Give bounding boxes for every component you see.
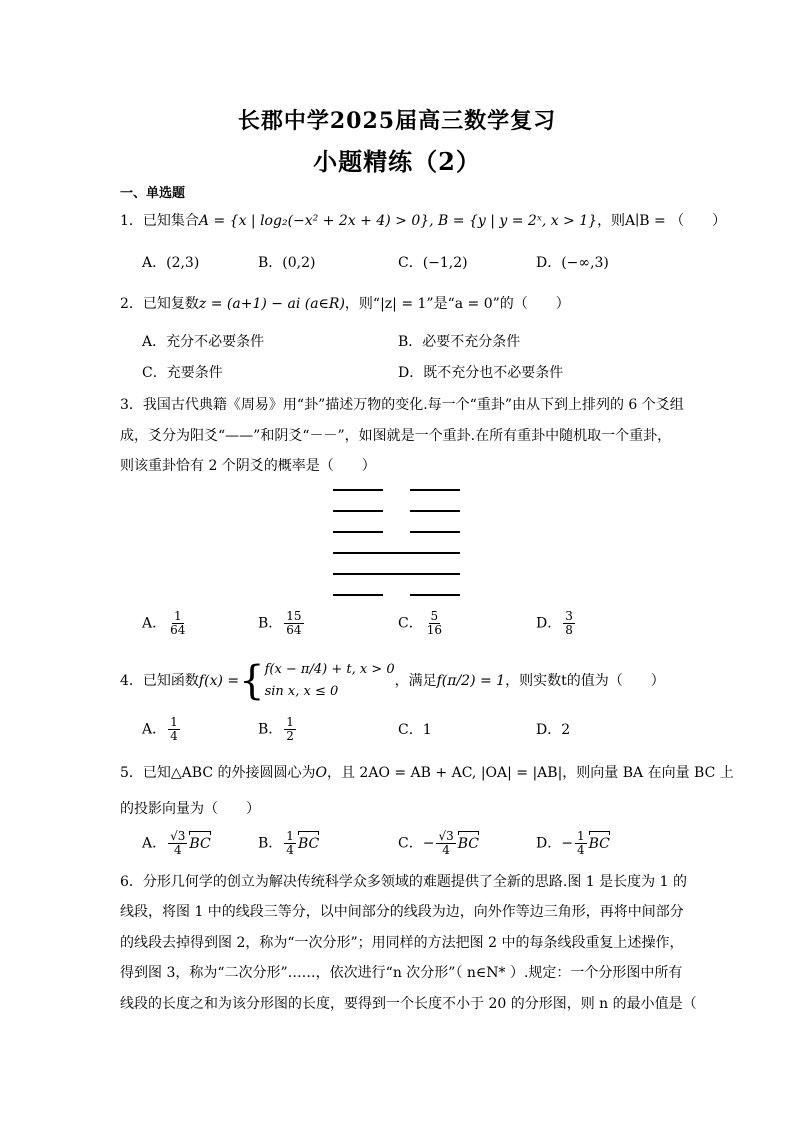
q6-line-4: 得到图 3，称为“二次分形”……，依次进行“n 次分形”（ n∈N* ）.规定：一个分形图中所有 bbox=[120, 965, 683, 981]
q4-option-b-fraction bbox=[284, 716, 296, 743]
q1-option-a: A．(2,3) bbox=[142, 255, 200, 271]
q3-option-b bbox=[258, 610, 306, 637]
q5-center-o: O bbox=[315, 765, 327, 781]
q1-suffix: ，则A∣B = （ ） bbox=[597, 213, 727, 229]
q3-option-c-label: C． bbox=[398, 615, 423, 632]
q4-option-b-label: B． bbox=[258, 721, 283, 738]
q6-line-1: 6．分形几何学的创立为解决传统科学众多领域的难题提供了全新的思路.图 1 是长度为 1 的 bbox=[120, 874, 687, 890]
q3-option-d-num: 3 bbox=[565, 609, 573, 623]
q6-line-5: 线段的长度之和为该分形图的长度，要得到一个长度不小于 20 的分形图，则 n 的最小值是（ bbox=[120, 996, 697, 1012]
q5-option-c-den: 4 bbox=[442, 843, 450, 857]
q3-option-d-label: D． bbox=[536, 615, 562, 632]
yin-line-segment bbox=[410, 531, 460, 533]
q4-option-c bbox=[398, 720, 432, 740]
yin-line-segment bbox=[333, 594, 383, 596]
q5-option-b bbox=[258, 830, 319, 857]
q5-option-b-vector: BC bbox=[297, 835, 320, 852]
q4-case-1: f(x − π/4) + t, x > 0 bbox=[264, 662, 395, 677]
question-1 bbox=[120, 211, 726, 231]
q3-option-c-fraction bbox=[425, 610, 444, 637]
q4-option-d bbox=[536, 720, 570, 740]
section-heading: 一、单选题 bbox=[120, 186, 186, 201]
q2-text1: 2．已知复数 bbox=[120, 296, 199, 312]
q2-option-b: B．必要不充分条件 bbox=[398, 334, 521, 350]
question-2 bbox=[120, 294, 570, 314]
q3-option-d bbox=[536, 610, 577, 637]
q5-option-c-fraction bbox=[436, 830, 455, 857]
q2-option-d: D．既不充分也不必要条件 bbox=[398, 365, 564, 381]
q5-option-a-vector: BC bbox=[189, 835, 211, 852]
q3-option-a-label: A． bbox=[142, 615, 167, 632]
q5-option-d-den: 4 bbox=[576, 843, 585, 857]
yin-line-segment bbox=[410, 510, 460, 512]
q5-option-a-fraction bbox=[168, 830, 187, 857]
q4-option-d-value: 2 bbox=[561, 722, 571, 738]
q4-piecewise bbox=[265, 659, 395, 703]
q4-suffix: ，则实数t的值为（ ） bbox=[505, 673, 665, 689]
q4-option-c-label: C． bbox=[398, 722, 423, 738]
q5-option-a-den: 4 bbox=[173, 843, 182, 857]
q3-option-c-den: 16 bbox=[426, 623, 442, 637]
q5-option-d-vector: BC bbox=[588, 835, 610, 852]
yin-line-segment bbox=[333, 531, 383, 533]
q3-option-a-num: 1 bbox=[173, 609, 182, 623]
yin-line-segment bbox=[410, 594, 460, 596]
q4-option-a bbox=[142, 716, 182, 743]
q3-line-2: 成，爻分为阳爻“——”和阴爻“－－”，如图就是一个重卦.在所有重卦中随机取一个重卦， bbox=[120, 428, 672, 444]
q4-mid: ，满足 bbox=[394, 673, 437, 689]
q4-option-a-fraction bbox=[168, 716, 180, 743]
q5-option-b-den: 4 bbox=[286, 843, 294, 857]
q5-option-d-num: 1 bbox=[576, 829, 585, 843]
q3-option-b-fraction bbox=[284, 610, 303, 637]
document-title: 长郡中学2025届高三数学复习 bbox=[237, 108, 557, 134]
q1-prefix: 1．已知集合 bbox=[120, 213, 199, 229]
q5-line-2: 的投影向量为（ ） bbox=[120, 801, 260, 817]
q3-option-c bbox=[398, 610, 446, 637]
q4-option-b-num: 1 bbox=[286, 715, 294, 729]
q3-option-a-fraction bbox=[168, 610, 187, 637]
q5-option-c bbox=[398, 830, 479, 857]
q4-prefix: 4．已知函数 bbox=[120, 673, 199, 689]
yin-line-segment bbox=[410, 489, 460, 491]
q4-option-a-den: 4 bbox=[170, 729, 178, 743]
q1-option-d: D．(−∞,3) bbox=[536, 255, 609, 271]
q3-line-1: 3．我国古代典籍《周易》用“卦”描述万物的变化.每一个“重卦”由从下到上排列的 6 个爻组 bbox=[120, 397, 684, 413]
q4-option-a-num: 1 bbox=[170, 715, 178, 729]
q3-option-a bbox=[142, 610, 189, 637]
question-5 bbox=[120, 763, 734, 783]
q3-option-d-fraction bbox=[563, 610, 575, 637]
q3-option-b-den: 64 bbox=[286, 623, 302, 637]
q4-case-2: sin x, x ≤ 0 bbox=[264, 684, 339, 699]
q4-brace: { bbox=[239, 658, 265, 704]
q5-line1-a: 5．已知△ABC 的外接圆圆心为 bbox=[120, 765, 316, 781]
yang-line bbox=[333, 552, 460, 554]
q1-option-b: B．(0,2) bbox=[258, 255, 316, 271]
q6-line-3: 的线段去掉得到图 2，称为“一次分形”；用同样的方法把图 2 中的每条线段重复上述操作， bbox=[120, 935, 684, 951]
q5-option-b-fraction bbox=[284, 830, 296, 857]
q5-option-d-label: D．− bbox=[536, 835, 573, 852]
q4-option-a-label: A． bbox=[142, 721, 167, 738]
yin-line-segment bbox=[333, 510, 383, 512]
q3-option-d-den: 8 bbox=[565, 623, 573, 637]
q5-option-a bbox=[142, 830, 211, 857]
q5-option-a-label: A． bbox=[142, 835, 167, 852]
q2-text2: ，则“|z| = 1”是“a = 0”的（ ） bbox=[344, 296, 570, 312]
q4-option-d-label: D． bbox=[536, 722, 562, 738]
q1-option-c: C．(−1,2) bbox=[398, 255, 468, 271]
q3-option-b-num: 15 bbox=[286, 609, 302, 623]
q4-option-b-den: 2 bbox=[286, 729, 294, 743]
q3-option-b-label: B． bbox=[258, 615, 283, 632]
yang-line bbox=[333, 573, 460, 575]
q3-line-3: 则该重卦恰有 2 个阴爻的概率是（ ） bbox=[120, 458, 376, 474]
q4-condition: f(π/2) = 1 bbox=[436, 673, 506, 689]
q5-option-d bbox=[536, 830, 610, 857]
q4-option-b bbox=[258, 716, 298, 743]
q2-option-c: C．充要条件 bbox=[142, 365, 223, 381]
q4-fname: f(x) = bbox=[198, 673, 240, 689]
q3-option-c-num: 5 bbox=[430, 609, 439, 623]
q5-option-b-num: 1 bbox=[286, 829, 294, 843]
q5-option-c-label: C．− bbox=[398, 835, 435, 852]
q2-expr: z = (a+1) − ai (a∈R) bbox=[198, 296, 345, 312]
yin-line-segment bbox=[333, 489, 383, 491]
q5-line1-c: ，且 2AO = AB + AC, |OA| = |AB|，则向量 BA 在向量 BC 上 bbox=[326, 765, 734, 781]
q6-line-2: 线段，将图 1 中的线段三等分，以中间部分的线段为边，向外作等边三角形，再将中间部分 bbox=[120, 904, 684, 920]
q5-option-b-label: B． bbox=[258, 835, 283, 852]
q5-option-c-num: √3 bbox=[438, 829, 454, 843]
question-4 bbox=[120, 658, 665, 704]
q1-sets: A = {x | log₂(−x² + 2x + 4) > 0}, B = {y | y = 2ˣ, x > 1} bbox=[198, 213, 598, 229]
q5-option-c-vector: BC bbox=[457, 835, 479, 852]
q2-option-a: A．充分不必要条件 bbox=[142, 334, 265, 350]
q3-option-a-den: 64 bbox=[170, 623, 186, 637]
q4-option-c-value: 1 bbox=[422, 722, 432, 738]
q5-option-d-fraction bbox=[575, 830, 587, 857]
q5-option-a-num: √3 bbox=[170, 829, 186, 843]
document-subtitle: 小题精练（2） bbox=[313, 147, 481, 176]
